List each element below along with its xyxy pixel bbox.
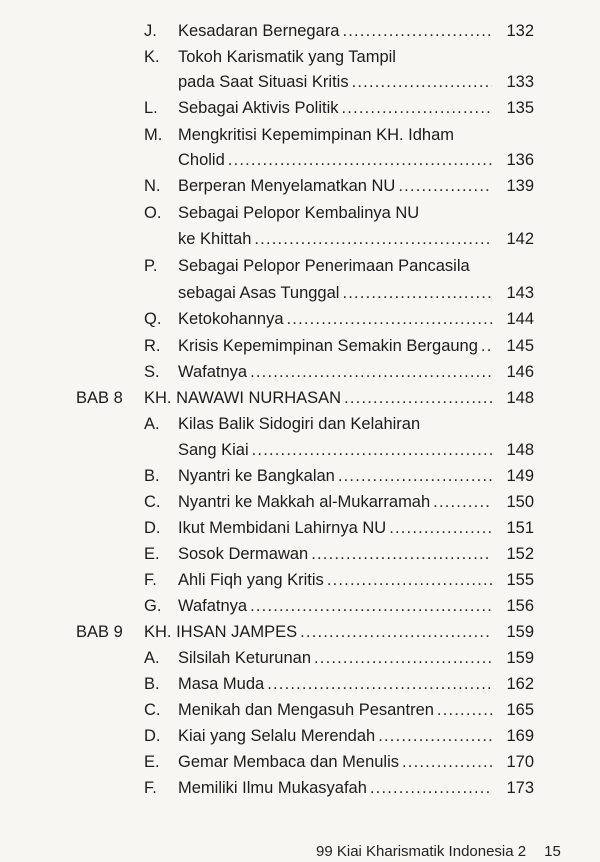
dot-leader [389,515,492,541]
entry-title-line [144,385,496,411]
entry-title-line [178,697,496,723]
page-number: 132 [506,22,534,40]
entry-title: Cholid [178,151,225,169]
entry-letter: G. [144,597,162,615]
toc-entry [0,645,600,671]
entry-letter: J. [144,22,157,40]
page-number: 135 [506,99,534,117]
entry-letter: M. [144,126,163,144]
page-number: 136 [506,151,534,169]
dot-leader [378,723,492,749]
toc-entry [0,333,600,359]
entry-title: Masa Muda [178,675,265,693]
dot-leader [481,333,492,359]
toc-entry [0,411,600,437]
entry-title-line [178,593,496,619]
toc-entry [0,697,600,723]
toc-entry [0,567,600,593]
toc-entry [0,69,600,95]
entry-title: Memiliki Ilmu Mukasyafah [178,779,367,797]
entry-title: Nyantri ke Makkah al-Mukarramah [178,493,431,511]
dot-leader [311,541,492,567]
entry-letter: F. [144,571,157,589]
page-number: 159 [506,649,534,667]
entry-title: Ahli Fiqh yang Kritis [178,571,324,589]
toc-entry [0,226,600,252]
chapter-number: BAB 8 [76,389,123,407]
entry-letter: D. [144,519,161,537]
entry-letter: E. [144,545,160,563]
entry-letter: O. [144,204,162,222]
entry-title-line [178,333,496,359]
entry-title-line [178,489,496,515]
entry-title-line [178,749,496,775]
chapter-number: BAB 9 [76,623,123,641]
entry-title-line [178,95,496,121]
entry-title-line [144,619,496,645]
page-number: 170 [506,753,534,771]
entry-letter: P. [144,257,158,275]
page-number: 148 [506,441,534,459]
dot-leader [352,69,492,95]
toc-entry [0,541,600,567]
toc-entry [0,359,600,385]
entry-title: Kesadaran Bernegara [178,22,340,40]
entry-title: Sebagai Pelopor Kembalinya NU [178,204,420,222]
entry-title: Mengkritisi Kepemimpinan KH. Idham [178,126,455,144]
dot-leader [344,385,492,411]
entry-letter: B. [144,467,160,485]
entry-title: Krisis Kepemimpinan Semakin Bergaung [178,337,478,355]
entry-title-line [178,69,496,95]
toc-entry [0,306,600,332]
dot-leader [437,697,492,723]
chapter-row [0,619,600,645]
page-number: 142 [506,230,534,248]
toc-entry [0,463,600,489]
dot-leader [338,463,492,489]
toc-entry [0,253,600,279]
toc-entry [0,671,600,697]
entry-title: ke Khittah [178,230,252,248]
dot-leader [267,671,492,697]
entry-title: Berperan Menyelamatkan NU [178,177,396,195]
toc-entry [0,280,600,306]
dot-leader [314,645,492,671]
dot-leader [250,359,492,385]
entry-title-line [178,645,496,671]
entry-title-line [178,411,496,437]
page-footer [316,842,561,862]
chapter-title: KH. NAWAWI NURHASAN [144,389,342,407]
page-number: 169 [506,727,534,745]
footer-page-number: 15 [544,843,561,860]
footer-book-title: 99 Kiai Kharismatik Indonesia 2 [316,843,527,860]
entry-letter: A. [144,649,160,667]
dot-leader [398,173,492,199]
page-number: 144 [506,310,534,328]
entry-letter: R. [144,337,161,355]
entry-title: Ketokohannya [178,310,284,328]
entry-title: Gemar Membaca dan Menulis [178,753,400,771]
dot-leader [327,567,492,593]
page-number: 139 [506,177,534,195]
entry-title-line [178,253,496,279]
entry-letter: Q. [144,310,162,328]
page-number: 133 [506,73,534,91]
toc-entry [0,95,600,121]
dot-leader [433,489,492,515]
entry-title-line [178,541,496,567]
entry-letter: C. [144,701,161,719]
dot-leader [252,437,492,463]
dot-leader [228,147,492,173]
toc-entry [0,437,600,463]
entry-title: sebagai Asas Tunggal [178,284,340,302]
toc-entry [0,749,600,775]
entry-title-line [178,226,496,252]
entry-title-line [178,280,496,306]
dot-leader [402,749,492,775]
entry-title: Menikah dan Mengasuh Pesantren [178,701,434,719]
chapter-row [0,385,600,411]
entry-title-line [178,122,496,148]
entry-title-line [178,437,496,463]
entry-title: Sebagai Aktivis Politik [178,99,339,117]
page-number: 156 [506,597,534,615]
dot-leader [300,619,492,645]
page-number: 146 [506,363,534,381]
toc-entry [0,122,600,148]
page-number: 155 [506,571,534,589]
entry-letter: S. [144,363,160,381]
toc-entry [0,775,600,801]
entry-letter: D. [144,727,161,745]
dot-leader [250,593,492,619]
page-number: 162 [506,675,534,693]
page-number: 143 [506,284,534,302]
page-number: 150 [506,493,534,511]
entry-letter: E. [144,753,160,771]
entry-letter: L. [144,99,158,117]
entry-title: Silsilah Keturunan [178,649,311,667]
entry-title: Kiai yang Selalu Merendah [178,727,376,745]
dot-leader [370,775,492,801]
page-number: 173 [506,779,534,797]
entry-title: Nyantri ke Bangkalan [178,467,335,485]
entry-title-line [178,463,496,489]
page-number: 145 [506,337,534,355]
entry-title-line [178,515,496,541]
page-number: 152 [506,545,534,563]
entry-letter: C. [144,493,161,511]
toc-entry [0,489,600,515]
toc-entry [0,173,600,199]
entry-title-line [178,18,496,44]
entry-title-line [178,775,496,801]
entry-letter: K. [144,48,160,66]
entry-title: Kilas Balik Sidogiri dan Kelahiran [178,415,421,433]
entry-title-line [178,567,496,593]
entry-title: Sang Kiai [178,441,249,459]
dot-leader [342,18,492,44]
toc-entry [0,200,600,226]
dot-leader [254,226,492,252]
toc-entry [0,723,600,749]
entry-letter: N. [144,177,161,195]
entry-title: Wafatnya [178,597,248,615]
entry-title: Ikut Membidani Lahirnya NU [178,519,387,537]
page-number: 151 [506,519,534,537]
entry-title: Sebagai Pelopor Penerimaan Pancasila [178,257,470,275]
chapter-title: KH. IHSAN JAMPES [144,623,298,641]
entry-letter: A. [144,415,160,433]
entry-title-line [178,200,496,226]
entry-title-line [178,173,496,199]
entry-title: pada Saat Situasi Kritis [178,73,349,91]
toc-entry [0,147,600,173]
entry-title-line [178,359,496,385]
toc-entry [0,593,600,619]
entry-title-line [178,671,496,697]
page-number: 149 [506,467,534,485]
entry-letter: F. [144,779,157,797]
page-number: 148 [506,389,534,407]
toc-entry [0,515,600,541]
dot-leader [342,95,493,121]
entry-title: Sosok Dermawan [178,545,309,563]
page-number: 165 [506,701,534,719]
entry-letter: B. [144,675,160,693]
entry-title-line [178,44,496,70]
entry-title-line [178,306,496,332]
entry-title: Wafatnya [178,363,248,381]
toc-entry [0,44,600,70]
dot-leader [342,280,492,306]
dot-leader [287,306,492,332]
toc-entry [0,18,600,44]
entry-title: Tokoh Karismatik yang Tampil [178,48,396,66]
entry-title-line [178,723,496,749]
page-number: 159 [506,623,534,641]
entry-title-line [178,147,496,173]
